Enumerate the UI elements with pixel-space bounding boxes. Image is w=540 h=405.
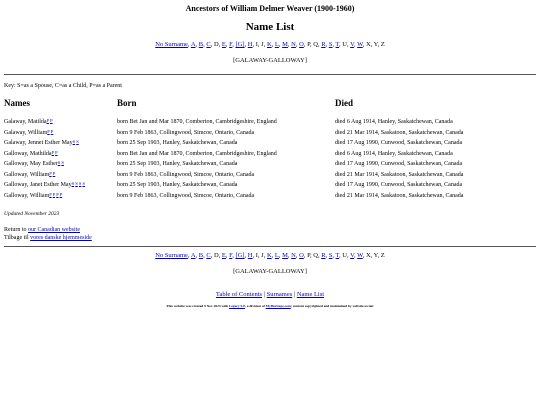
person-name-cell [4,193,62,199]
role-link[interactable]: P [46,118,49,123]
died-header: Died [335,98,353,108]
name-list-link[interactable]: Name List [296,291,325,298]
person-born: born Bet Jan and Mar 1870, Comberton, Cambridgeshire, England [117,119,277,125]
person-row [0,140,540,151]
range-label-bottom: [GALAWAY-GALLOWAY] [233,268,307,275]
role-link[interactable]: P [56,191,59,197]
person-name-cell [4,182,85,188]
person-row [0,130,540,141]
return-links [4,226,92,242]
person-died: died 17 Aug 1990, Cunwood, Saskatchewan, Canada [335,140,463,146]
role-links [49,192,62,197]
alpha-item[interactable]: C [206,41,211,48]
person-name: Galaway, Jennet Esther May [4,140,73,146]
alphabet-nav-bottom: No Surname, A, B, C, D, E, F, [G], H, I, J, K, L, M, N, O, P, Q, R, S, T, U, V, W, X, Y, Z [155,252,385,259]
person-name: Galaway, Matilda [4,119,47,125]
names-header: Names [4,98,30,108]
alpha-item: Z [380,41,385,48]
alpha-item: D [213,252,219,259]
role-links [47,118,53,123]
table-of-contents-link[interactable]: Table of Contents [215,291,263,298]
alpha-item[interactable]: E [221,252,226,259]
alpha-item[interactable]: N [291,252,296,259]
alphabet-nav-top: No Surname, A, B, C, D, E, F, [G], H, I, J, K, L, M, N, O, P, Q, R, S, T, U, V, W, X, Y, Z [155,41,385,48]
alpha-item[interactable]: V [350,252,354,259]
person-died: died 6 Aug 1914, Hanley, Saskatchewan, Canada [335,119,453,125]
alpha-item[interactable]: F [229,41,233,48]
role-links [73,139,79,144]
person-name-cell [4,140,79,146]
person-name: Galloway, William [4,171,50,178]
alpha-item: U [342,41,347,48]
person-row [0,151,540,162]
return-line [4,226,92,234]
alpha-item: X [365,41,371,48]
footer-nav [0,291,540,298]
alpha-item: J [261,252,264,259]
alpha-item[interactable]: B [198,41,204,48]
alpha-item[interactable]: A [190,252,196,259]
person-born: born 9 Feb 1863, Collingwood, Simcoe, Ontario, Canada [117,171,255,178]
alpha-item: Y [373,41,378,48]
person-died: died 21 Mar 1914, Saskatoon, Saskatchewan, Canada [335,171,464,178]
person-name: Galloway, May Esther [4,161,58,167]
key-legend: Key: S=as a Spouse, C=as a Child, P=as a Parent [4,83,122,89]
role-link[interactable]: S [82,181,86,186]
role-link[interactable]: P [55,149,58,155]
person-name: Galloway, Janet Esther May [4,182,72,188]
divider-top [4,74,536,75]
danish-website-link[interactable]: vores danske hjemmeside [30,235,92,241]
surnames-link[interactable]: Surnames [266,291,293,298]
credit-prefix: This website was created 9 Nov 2023 with [166,304,229,308]
role-links [49,171,55,176]
alpha-item[interactable]: [G] [235,41,245,48]
alpha-item[interactable]: K [266,41,272,48]
person-born: born 9 Feb 1863, Collingwood, Simcoe, Ontario, Canada [117,192,255,199]
alpha-item[interactable]: [G] [235,252,245,259]
alpha-item[interactable]: T [335,41,340,48]
person-died: died 17 Aug 1990, Cunwood, Saskatchewan, Canada [335,161,463,167]
role-link[interactable]: S [57,160,61,165]
alpha-item[interactable]: O [299,252,304,259]
credit-line [0,304,540,308]
alpha-item[interactable]: L [274,41,279,48]
site-title: Ancestors of William Delmer Weaver (1900-1960) [185,4,355,13]
role-link[interactable]: P [49,191,52,197]
person-died: died 21 Mar 1914, Saskatoon, Saskatchewan, Canada [335,192,464,199]
person-row [0,182,540,193]
person-died: died 21 Mar 1914, Saskatoon, Saskatchewan, Canada [335,129,464,136]
role-link[interactable]: S [78,181,82,186]
alpha-item[interactable]: B [198,252,204,259]
role-links [58,160,64,165]
person-died: died 6 Aug 1914, Hanley, Saskatchewan, Canada [335,150,453,157]
separator: | [293,291,296,298]
person-name-cell [4,172,55,178]
alpha-item[interactable]: S [328,252,333,259]
tilbage-prefix: Tilbage til [4,235,31,241]
person-name: Galloway, Mathilda [4,150,52,157]
person-name-cell [4,161,64,167]
alpha-item[interactable]: R [321,252,326,259]
credit-mid: , a division of [244,304,266,308]
tilbage-line [4,234,92,242]
separator: | [263,291,265,298]
legacy-link[interactable]: Legacy 9.0 [228,304,245,308]
alpha-item: Y [373,252,378,259]
person-name-cell [4,151,58,157]
alpha-item[interactable]: No Surname [155,41,188,48]
divider-bottom [4,246,536,247]
alpha-item[interactable]: H [247,41,253,48]
alpha-item[interactable]: N [291,41,296,48]
alpha-item: P [307,41,310,48]
alpha-item: Q [313,41,318,48]
role-link[interactable]: P [59,191,63,197]
alpha-item: D [213,41,219,48]
person-row [0,119,540,130]
alpha-item[interactable]: W [357,41,363,48]
person-born: born 9 Feb 1863, Collingwood, Simcoe, Ontario, Canada [117,129,255,136]
alpha-item[interactable]: W [357,252,363,259]
role-links [72,181,85,186]
role-link[interactable]: P [50,118,53,123]
alpha-item[interactable]: H [247,252,253,259]
alpha-item[interactable]: F [229,252,233,259]
alpha-item: I [255,41,258,48]
alpha-item[interactable]: S [328,41,333,48]
alpha-item: I [255,252,258,259]
person-died: died 17 Aug 1990, Cunwood, Saskatchewan, Canada [335,182,463,188]
person-name: Galloway, William [4,192,50,199]
alpha-item[interactable]: No Surname [155,252,188,259]
alpha-item: P [307,252,310,259]
person-born: born 25 Sep 1903, Hanley, Saskatchewan, Canada [117,182,238,188]
person-born: born 25 Sep 1903, Hanley, Saskatchewan, Canada [117,161,238,167]
alpha-item: U [342,252,347,259]
name-list [0,119,540,203]
person-name: Galaway, William [4,129,48,136]
person-born: born 25 Sep 1903, Hanley, Saskatchewan, Canada [117,140,238,146]
role-link[interactable]: P [51,149,54,155]
role-link[interactable]: S [71,181,75,186]
alpha-item[interactable]: R [321,41,326,48]
role-links [52,150,58,155]
role-link[interactable]: P [47,128,50,134]
alpha-item[interactable]: C [206,252,211,259]
role-link[interactable]: S [76,139,79,144]
role-link[interactable]: P [50,128,54,134]
alpha-item[interactable]: M [282,252,288,259]
role-link[interactable]: S [75,181,78,186]
role-link[interactable]: P [52,191,56,197]
myheritage-link[interactable]: MyHeritage.com [265,304,291,308]
alpha-item[interactable]: K [266,252,272,259]
range-label-top: [GALAWAY-GALLOWAY] [233,57,307,64]
page-title: Name List [245,21,295,33]
alpha-item: X [365,252,371,259]
return-prefix: Return to [4,227,28,233]
role-links [47,129,53,134]
alpha-item[interactable]: T [335,252,340,259]
person-born: born Bet Jan and Mar 1870, Comberton, Cambridgeshire, England [117,150,277,157]
born-header: Born [117,98,137,108]
person-name-cell [4,119,53,125]
alpha-item[interactable]: E [221,41,226,48]
alpha-item: Z [380,252,385,259]
alpha-item: Q [313,252,318,259]
updated-note: Updated November 2023 [4,211,60,217]
alpha-item[interactable]: A [190,41,196,48]
person-name-cell [4,130,53,136]
alpha-item[interactable]: M [282,41,288,48]
person-row [0,161,540,172]
credit-suffix: ; content copyrighted and maintained by website owner [290,304,374,308]
role-link[interactable]: S [72,139,76,144]
canadian-website-link[interactable]: our Canadian website [28,227,80,233]
role-link[interactable]: P [49,170,52,176]
alpha-item[interactable]: L [274,252,279,259]
role-link[interactable]: P [52,170,56,176]
alpha-item[interactable]: V [350,41,354,48]
role-link[interactable]: S [61,160,64,165]
alpha-item[interactable]: O [299,41,304,48]
alpha-item: J [261,41,264,48]
person-row [0,193,540,204]
